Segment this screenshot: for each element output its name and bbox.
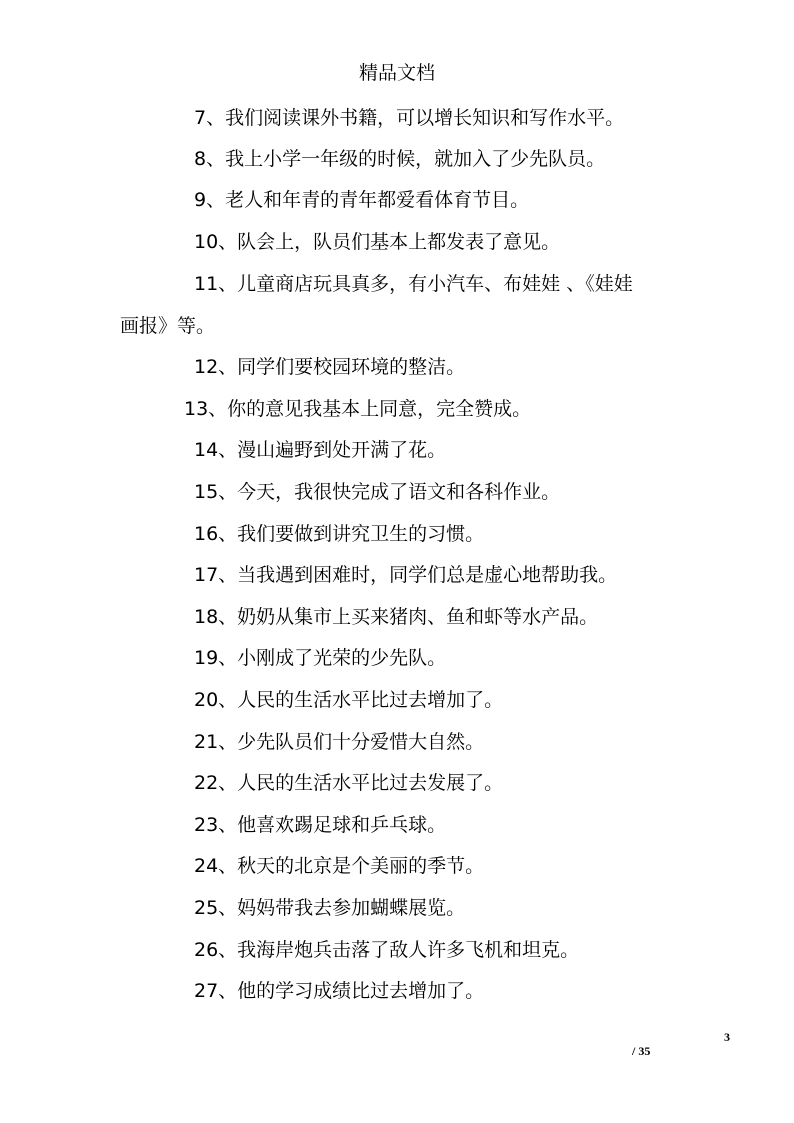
page-total: / 35: [632, 1044, 651, 1058]
sentence-line: 20、人民的生活水平比过去增加了。: [194, 689, 504, 711]
sentence-line: 22、人民的生活水平比过去发展了。: [194, 772, 504, 794]
sentence-line: 15、今天，我很快完成了语文和各科作业。: [194, 481, 561, 503]
page-number: 3: [724, 1030, 730, 1044]
sentence-line: 18、奶奶从集市上买来猪肉、鱼和虾等水产品。: [194, 606, 599, 628]
sentence-line-continuation: 画报》等。: [120, 315, 216, 337]
sentence-line: 26、我海岸炮兵击落了敌人许多飞机和坦克。: [194, 939, 580, 961]
sentence-line: 11、儿童商店玩具真多，有小汽车、布娃娃 、《娃娃: [194, 273, 633, 295]
sentence-line: 7、我们阅读课外书籍，可以增长知识和写作水平。: [194, 107, 625, 129]
page-header-title: 精品文档: [358, 62, 435, 84]
sentence-line: 27、他的学习成绩比过去增加了。: [194, 980, 485, 1002]
sentence-line: 14、漫山遍野到处开满了花。: [194, 439, 447, 461]
sentence-line: 9、老人和年青的青年都爱看体育节目。: [194, 189, 530, 211]
sentence-line: 25、妈妈带我去参加蝴蝶展览。: [194, 897, 466, 919]
sentence-line: 12、同学们要校园环境的整洁。: [194, 356, 466, 378]
sentence-line: 21、少先队员们十分爱惜大自然。: [194, 731, 485, 753]
sentence-line: 19、小刚成了光荣的少先队。: [194, 647, 447, 669]
sentence-line: 13、你的意见我基本上同意，完全赞成。: [184, 398, 532, 420]
sentence-line: 24、秋天的北京是个美丽的季节。: [194, 855, 485, 877]
sentence-line: 10、队会上，队员们基本上都发表了意见。: [194, 231, 561, 253]
sentence-line: 8、我上小学一年级的时候，就加入了少先队员。: [194, 148, 606, 170]
sentence-line: 17、当我遇到困难时，同学们总是虚心地帮助我。: [194, 564, 618, 586]
sentence-line: 16、我们要做到讲究卫生的习惯。: [194, 523, 485, 545]
sentence-line: 23、他喜欢踢足球和乒乓球。: [194, 814, 447, 836]
